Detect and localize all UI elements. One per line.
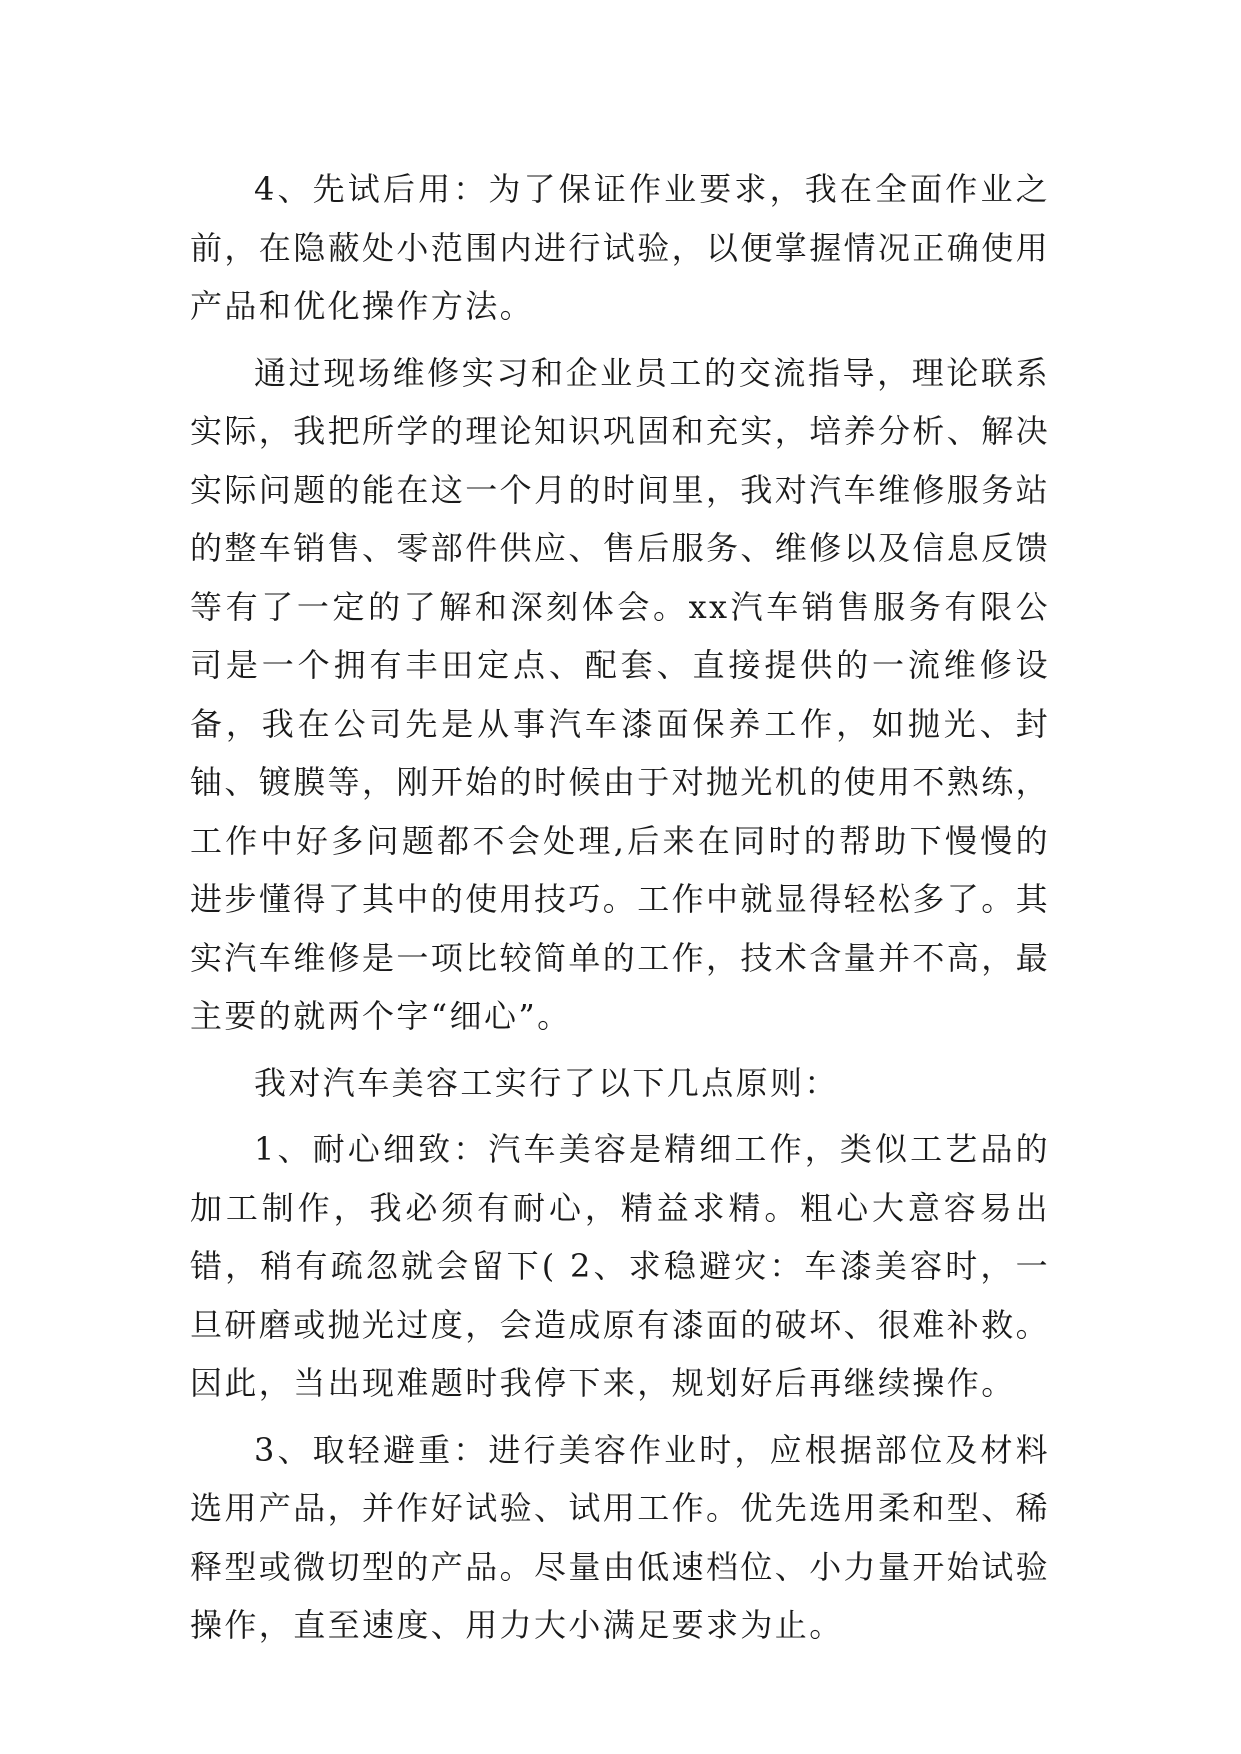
paragraph-internship-summary: 通过现场维修实习和企业员工的交流指导，理论联系实际，我把所学的理论知识巩固和充实，培养分析、解决实际问题的能在这一个月的时间里，我对汽车维修服务站的整车销售、零部件供应、售后服务、维修以及信息反馈等有了一定的了解和深刻体会。xx汽车销售服务有限公司是一个拥有丰田定点、配套、直接提供的一流维修设备，我在公司先是从事汽车漆面保养工作，如抛光、封铀、镀膜等，刚开始的时候由于对抛光机的使用不熟练，工作中好多问题都不会处理,后来在同时的帮助下慢慢的进步懂得了其中的使用技巧。工作中就显得轻松多了。其实汽车维修是一项比较简单的工作，技术含量并不高，最主要的就两个字“细心”。: [190, 353, 1051, 1035]
paragraph-light-over-heavy: 3、取轻避重：进行美容作业时，应根据部位及材料选用产品，并作好试验、试用工作。优先选用柔和型、稀释型或微切型的产品。尽量由低速档位、小力量开始试验操作，直至速度、用力大小满足要求为止。: [190, 1430, 1051, 1644]
paragraph-principles-intro: 我对汽车美容工实行了以下几点原则：: [254, 1063, 839, 1102]
paragraph-try-before-use: 4、先试后用：为了保证作业要求，我在全面作业之前，在隐蔽处小范围内进行试验，以便掌握情况正确使用产品和优化操作方法。: [190, 170, 1051, 325]
document-body: [190, 160, 1050, 1663]
paragraph-patience-and-stability: 1、耐心细致：汽车美容是精细工作，类似工艺品的加工制作，我必须有耐心，精益求精。粗心大意容易出错，稍有疏忽就会留下( 2、求稳避灾：车漆美容时，一旦研磨或抛光过度，会造成原有漆面的破坏、很难补救。因此，当出现难题时我停下来，规划好后再继续操作。: [190, 1130, 1051, 1402]
